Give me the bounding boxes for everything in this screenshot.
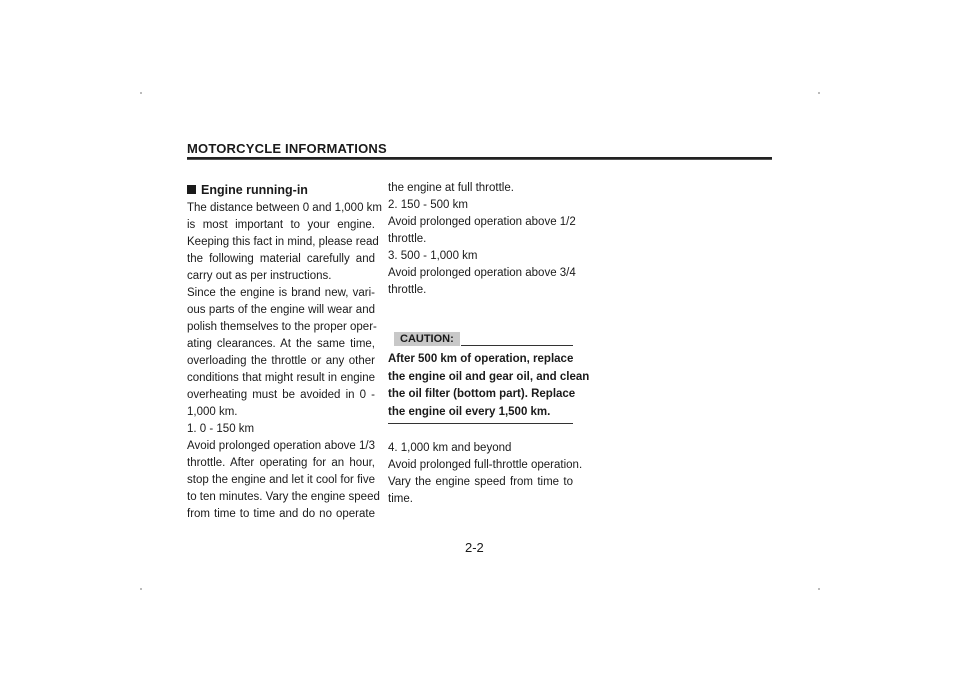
caution-line: the engine oil and gear oil, and clean (388, 370, 590, 383)
text-line: throttle. After operating for an hour, (187, 457, 375, 469)
header-rule (187, 157, 772, 160)
text-line: Vary the engine speed from time to (388, 476, 573, 488)
text-line: overloading the throttle or any other (187, 355, 375, 367)
text-line: Avoid prolonged operation above 3/4 (388, 267, 576, 279)
text-line: 1,000 km. (187, 406, 238, 418)
text-line: The distance between 0 and 1,000 km (187, 202, 382, 214)
text-line: Avoid prolonged full-throttle operation. (388, 459, 583, 471)
section-heading-text: Engine running-in (201, 183, 308, 197)
left-column (187, 180, 382, 523)
text-line: from time to time and do no operate (187, 508, 375, 520)
caution-badge: CAUTION: (394, 332, 460, 346)
text-line: conditions that might result in engine (187, 372, 375, 384)
text-line: overheating must be avoided in 0 - (187, 389, 375, 401)
page-header-title: MOTORCYCLE INFORMATIONS (187, 141, 387, 156)
caution-box (388, 351, 590, 421)
crop-mark-bottom-left (140, 588, 142, 590)
caution-line: the engine oil every 1,500 km. (388, 405, 551, 418)
text-line: Avoid prolonged operation above 1/2 (388, 216, 576, 228)
crop-mark-bottom-right (818, 588, 820, 590)
crop-mark-top-left (140, 92, 142, 94)
text-line: time. (388, 493, 413, 505)
square-bullet-icon (187, 185, 196, 194)
page-number: 2-2 (465, 540, 484, 555)
text-line: Avoid prolonged operation above 1/3 (187, 440, 375, 452)
text-line: the engine at full throttle. (388, 182, 514, 194)
caution-line: the oil filter (bottom part). Replace (388, 388, 576, 400)
text-line: 1. 0 - 150 km (187, 423, 255, 435)
text-line: 4. 1,000 km and beyond (388, 442, 512, 454)
text-line: carry out as per instructions. (187, 270, 332, 282)
right-column (388, 180, 590, 508)
caution-header (388, 332, 573, 348)
caution-end-rule (388, 423, 573, 424)
text-line: polish themselves to the proper oper- (187, 321, 377, 333)
text-line: 3. 500 - 1,000 km (388, 250, 478, 262)
text-line: is most important to your engine. (187, 219, 375, 231)
text-line: Keeping this fact in mind, please read (187, 236, 379, 248)
text-line: ous parts of the engine will wear and (187, 304, 375, 316)
text-line: 2. 150 - 500 km (388, 199, 468, 211)
caution-line: After 500 km of operation, replace (388, 353, 574, 365)
crop-mark-top-right (818, 92, 820, 94)
text-line: the following material carefully and (187, 253, 375, 265)
text-line: ating clearances. At the same time, (187, 338, 375, 350)
text-line: to ten minutes. Vary the engine speed (187, 491, 380, 503)
text-line: stop the engine and let it cool for five (187, 474, 375, 486)
text-line: Since the engine is brand new, vari- (187, 287, 375, 299)
text-line: throttle. (388, 233, 427, 245)
section-heading (187, 180, 375, 200)
caution-rule (461, 345, 573, 346)
text-line: throttle. (388, 284, 427, 296)
